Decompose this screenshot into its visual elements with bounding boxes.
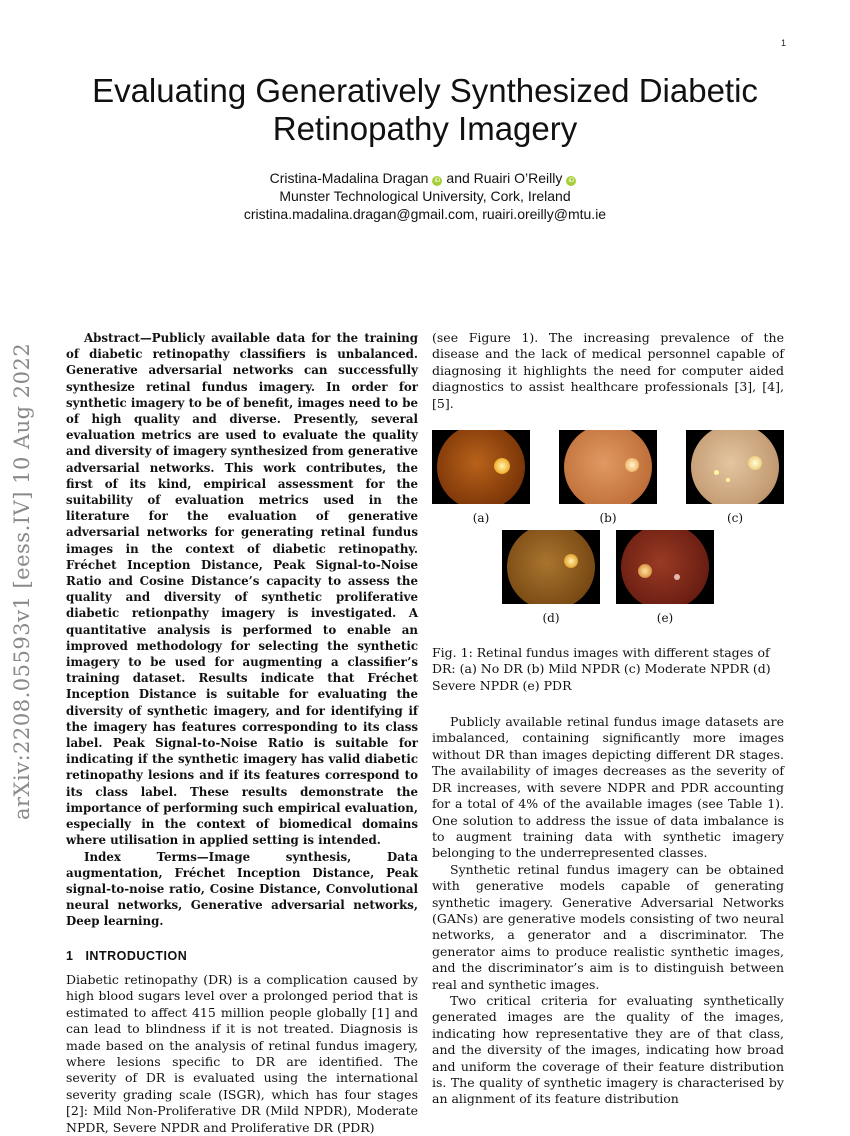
orcid-icon[interactable]: iD	[432, 176, 442, 186]
page-number: 1	[780, 38, 786, 48]
author-conjunction: and	[446, 170, 470, 186]
abstract: Abstract—Publicly available data for the training of diabetic retinopathy classifiers is unbalanced. Generative adversarial networks can successfully synthesize retinal fundus imagery. In order for synthetic imagery to be of benefit, images need to be of high quality and diverse. Presently, several evaluation metrics are used to evaluate the quality and diversity of imagery synthesized from generative adversarial networks. This work contributes, the first of its kind, empirical assessment for the suitability of evaluation metrics used in the literature for the evaluation of generative adversarial networks for generating retinal fundus images in the context of diabetic retinopathy. Fréchet Inception Distance, Peak Signal-to-Noise Ratio and Cosine Distance’s capacity to assess the quality and diversity of synthetic proliferative diabetic retionpathy imagery is investigated. A quantitative analysis is performed to enable an improved methodology for selecting the synthetic imagery to be used for augmenting a classifier’s training dataset. Results indicate that Fréchet Inception Distance is suitable for evaluating the diversity of synthetic imagery, and for identifying if the imagery has features corresponding to its class label. Peak Signal-to-Noise Ratio is suitable for indicating if the synthetic imagery has valid diabetic retinopathy lesions and if its features correspond to its class label. These results demonstrate the importance of performing such empirical evaluation, especially in the context of biomedical domains where utilisation in applied setting is intended.	[66, 331, 418, 848]
subfigure-b	[559, 430, 657, 526]
subfigure-d	[502, 530, 600, 626]
author-line	[60, 169, 790, 187]
author-name: Ruairi O’Reilly	[473, 170, 563, 186]
subfigure-e	[616, 530, 714, 626]
orcid-icon[interactable]: iD	[566, 176, 576, 186]
author-block	[60, 169, 790, 223]
affiliation: Munster Technological University, Cork, Ireland	[279, 188, 571, 204]
body-paragraph: Publicly available retinal fundus image datasets are imbalanced, containing significantly more images without DR than images depicting different DR stages. The availability of images decreases as the severity of DR increases, with severe NDPR and PDR accounting for a total of 4% of the available images (see Table 1). One solution to address the issue of data imbalance is to augment training data with synthetic imagery belonging to the underrepresented classes.	[432, 714, 784, 861]
fundus-image	[559, 430, 657, 504]
subfigure-a	[432, 430, 530, 526]
body-paragraph: Two critical criteria for evaluating synthetically generated images are the quality of the images, indicating how representative they are of that class, and the diversity of the images, indicating how broad and uniform the coverage of their feature distribution is. The quality of synthetic imagery is characterised by an alignment of its feature distribution	[432, 992, 784, 1107]
right-column	[432, 330, 784, 1108]
subfigure-label: (b)	[599, 511, 617, 526]
fundus-image	[616, 530, 714, 604]
subfigure-label: (c)	[726, 511, 744, 526]
figure-row	[432, 530, 784, 626]
subfigure-label: (d)	[542, 611, 560, 626]
figure-row	[432, 430, 784, 526]
index-terms: Index Terms—Image synthesis, Data augmentation, Fréchet Inception Distance, Peak signal-to-noise ratio, Cosine Distance, Convolutional neural networks, Generative adversarial networks, Deep learning.	[66, 849, 418, 929]
fundus-image	[502, 530, 600, 604]
fundus-image	[432, 430, 530, 504]
section-title: INTRODUCTION	[85, 948, 188, 963]
fundus-image	[686, 430, 784, 504]
subfigure-c	[686, 430, 784, 526]
body-paragraph: (see Figure 1). The increasing prevalence of the disease and the lack of medical personnel capable of diagnosing it highlights the need for computer aided diagnostics to assist healthcare professionals [3], [4], [5].	[432, 330, 784, 411]
figure-1	[432, 430, 784, 694]
intro-paragraph: Diabetic retinopathy (DR) is a complication caused by high blood sugars level over a prolonged period that is estimated to affect 415 million people globally [1] and can lead to blindness if it is not treated. Diagnosis is made based on the analysis of retinal fundus imagery, where lesions specific to DR are identified. The severity of DR is evaluated using the international severity grading scale (ISGR), which has four stages [2]: Mild Non-Proliferative DR (Mild NPDR), Moderate NPDR, Severe NPDR and Proliferative DR (PDR)	[66, 971, 418, 1135]
author-name: Cristina-Madalina Dragan	[269, 170, 429, 186]
paper-title: Evaluating Generatively Synthesized Diabetic Retinopathy Imagery	[92, 72, 758, 147]
body-paragraph: Synthetic retinal fundus imagery can be obtained with generative models capable of generating synthetic imagery. Generative Adversarial Networks (GANs) are generative models consisting of two neural networks, a generator and a discriminator. The generator aims to produce realistic synthetic images, and the discriminator’s aim is to distinguish between real and synthetic images.	[432, 861, 784, 992]
subfigure-label: (e)	[656, 611, 674, 626]
author-emails: cristina.madalina.dragan@gmail.com, ruairi.oreilly@mtu.ie	[243, 206, 607, 222]
section-number: 1	[66, 948, 74, 963]
left-column	[66, 330, 418, 1136]
subfigure-label: (a)	[472, 511, 490, 526]
section-heading	[66, 948, 418, 964]
figure-caption: Fig. 1: Retinal fundus images with different stages of DR: (a) No DR (b) Mild NPDR (c) Moderate NPDR (d) Severe NPDR (e) PDR	[432, 644, 771, 693]
arxiv-identifier: arXiv:2208.05593v1 [eess.IV] 10 Aug 2022	[10, 342, 34, 820]
